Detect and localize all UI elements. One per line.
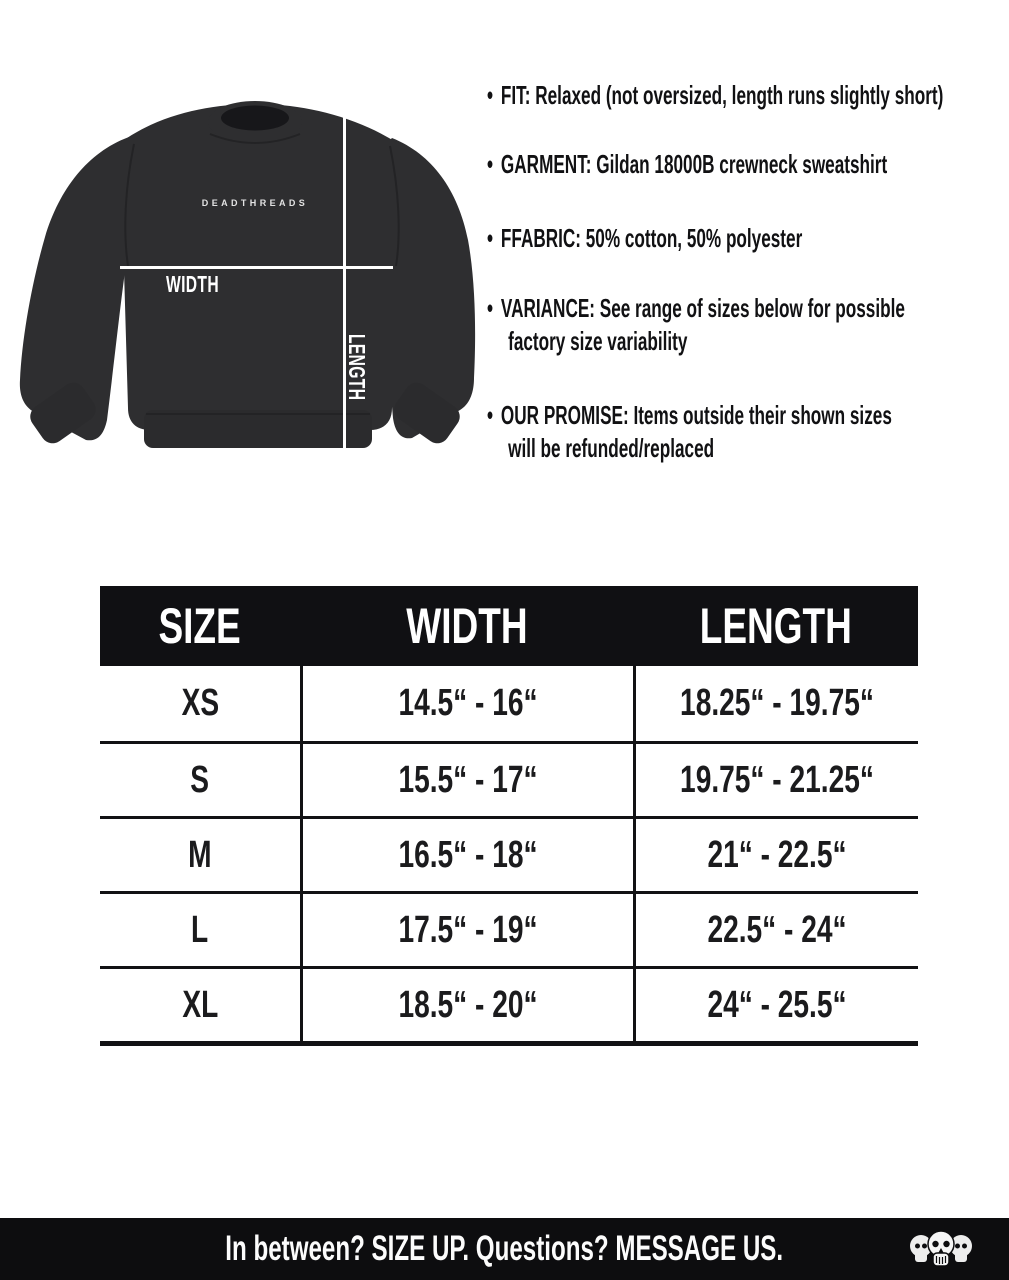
detail-bullet-variance: • VARIANCE: See range of sizes below for possible factory size variability — [487, 293, 905, 356]
hem-band — [144, 410, 372, 448]
length-measure-label: LENGTH — [344, 334, 370, 401]
header-width: WIDTH — [405, 598, 528, 654]
footer-message: In between? SIZE UP. Questions? MESSAGE US. — [225, 1229, 784, 1268]
collar-opening — [221, 106, 289, 131]
cell-size: M — [188, 833, 212, 876]
bullet-icon: • — [487, 293, 494, 323]
brand-chest-text: DEADTHREADS — [201, 198, 309, 208]
detail-bullet-garment: • GARMENT: Gildan 18000B crewneck sweatshirt — [487, 149, 888, 179]
cell-width: 15.5“ - 17“ — [300, 744, 633, 816]
cell-size: S — [190, 758, 210, 801]
footer-bar — [0, 1218, 1009, 1280]
cell-width: 16.5“ - 18“ — [300, 819, 633, 891]
header-length: LENGTH — [699, 598, 852, 654]
detail-bullet-fit: • FIT: Relaxed (not oversized, length runs slightly short) — [487, 80, 944, 110]
cell-length: 22.5“ - 24“ — [633, 894, 918, 966]
detail-bullet-fabric: • FFABRIC: 50% cotton, 50% polyester — [487, 223, 803, 253]
table-row-l — [100, 891, 918, 966]
detail-bullet-promise: • OUR PROMISE: Items outside their shown sizes will be refunded/replaced — [487, 400, 892, 463]
cell-length: 21“ - 22.5“ — [633, 819, 918, 891]
size-table — [100, 586, 918, 1046]
cell-length: 19.75“ - 21.25“ — [633, 744, 918, 816]
cell-width: 14.5“ - 16“ — [300, 666, 633, 741]
table-row-xs — [100, 666, 918, 741]
size-table-header — [100, 586, 918, 666]
bullet-icon: • — [487, 400, 494, 430]
cell-width: 18.5“ - 20“ — [300, 969, 633, 1041]
cell-length: 24“ - 25.5“ — [633, 969, 918, 1041]
header-size: SIZE — [158, 598, 242, 654]
bullet-icon: • — [487, 223, 494, 253]
cell-size: XL — [182, 983, 218, 1026]
table-row-s — [100, 741, 918, 816]
sweatshirt-graphic — [12, 92, 478, 464]
cell-length: 18.25“ - 19.75“ — [633, 666, 918, 741]
cell-size: XS — [181, 682, 219, 724]
width-measure-label: WIDTH — [166, 271, 219, 297]
table-row-xl — [100, 966, 918, 1041]
table-row-m — [100, 816, 918, 891]
bullet-icon: • — [487, 80, 494, 110]
cell-width: 17.5“ - 19“ — [300, 894, 633, 966]
bullet-icon: • — [487, 149, 494, 179]
width-measure-line — [120, 266, 393, 269]
cell-size: L — [191, 908, 209, 951]
three-skulls-icon — [905, 1225, 977, 1273]
